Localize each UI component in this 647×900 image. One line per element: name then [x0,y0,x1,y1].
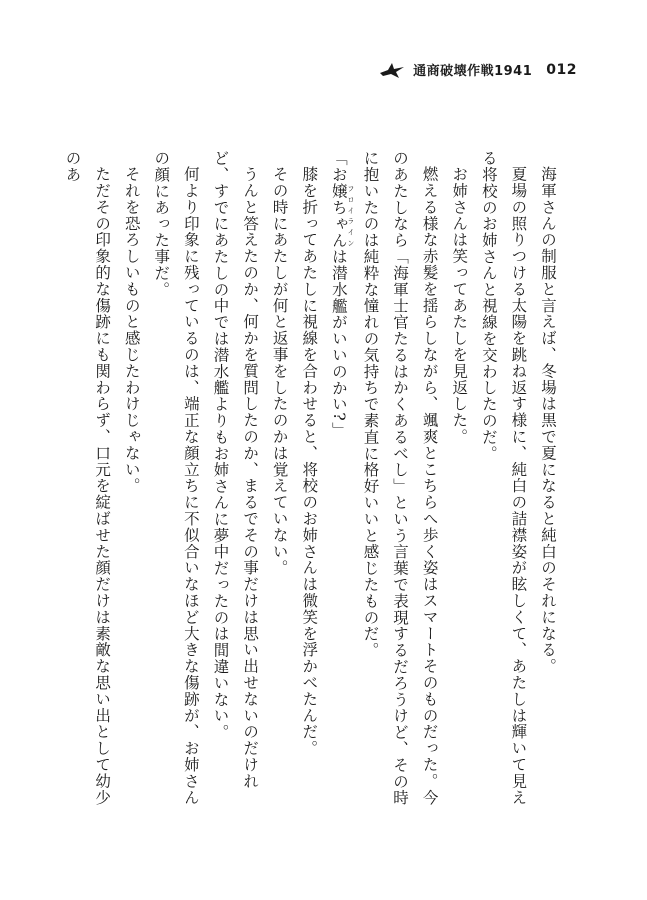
paragraph: それを恐ろしいものと感じたわけじゃない。 [122,165,141,494]
ruby-base: 嬢ちゃん [329,182,348,249]
page-number: 012 [546,61,577,78]
vertical-text-body [63,150,562,810]
quote-open: 「お [329,150,348,183]
ruby-reading: フロイライン [346,182,355,249]
ruby-word [329,182,355,249]
paragraph: 何より印象に残っているのは、端正な顔立ちに不似合いなほど大きな傷跡が、お姉さんの顔にあった事だ。 [152,150,200,806]
book-title: 通商破壊作戦1941 [413,64,533,79]
paragraph: 海軍さんの制服と言えば、冬場は黒で夏になると純白のそれになる。 [539,165,557,674]
paragraph: うんと答えたのか、何かを質問したのか、まるでその事だけは思い出せないのだけれど、すでにあたしの中では潜水艦よりもお姉さんに夢中だったのは間違いない。 [211,150,260,789]
running-header [379,60,577,79]
quote-rest: は潜水艦がいいのかい?」 [329,248,348,439]
bird-silhouette-icon [379,61,405,79]
paragraph: 膝を折ってあたしに視線を合わせると、将校のお姉さんは微笑を浮かべたんだ。 [300,165,319,756]
paragraph: 燃える様な赤髪を揺らしながら、颯爽とこちらへ歩く姿はスマートそのものだった。今のあたしなら「海軍士官たるはかくあるべし」という言葉で表現するだろうけど、その時に抱いたのは純粋な憧れの気持ちで素直に格好いいと感じたものだ。 [361,150,439,806]
paragraph: ただその印象的な傷跡にも関わらず、口元を綻ばせた顔だけは素敵な思い出として幼少のあ [63,150,112,806]
paragraph: 夏場の照りつける太陽を跳ね返す様に、純白の詰襟姿が眩しくて、あたしは輝いて見える将校のお姉さんと視線を交わしたのだ。 [479,150,528,806]
dialogue-line [323,150,355,810]
paragraph: お姉さんは笑ってあたしを見返した。 [450,165,469,445]
paragraph: その時にあたしが何と返事をしたのかは覚えていない。 [270,165,289,576]
